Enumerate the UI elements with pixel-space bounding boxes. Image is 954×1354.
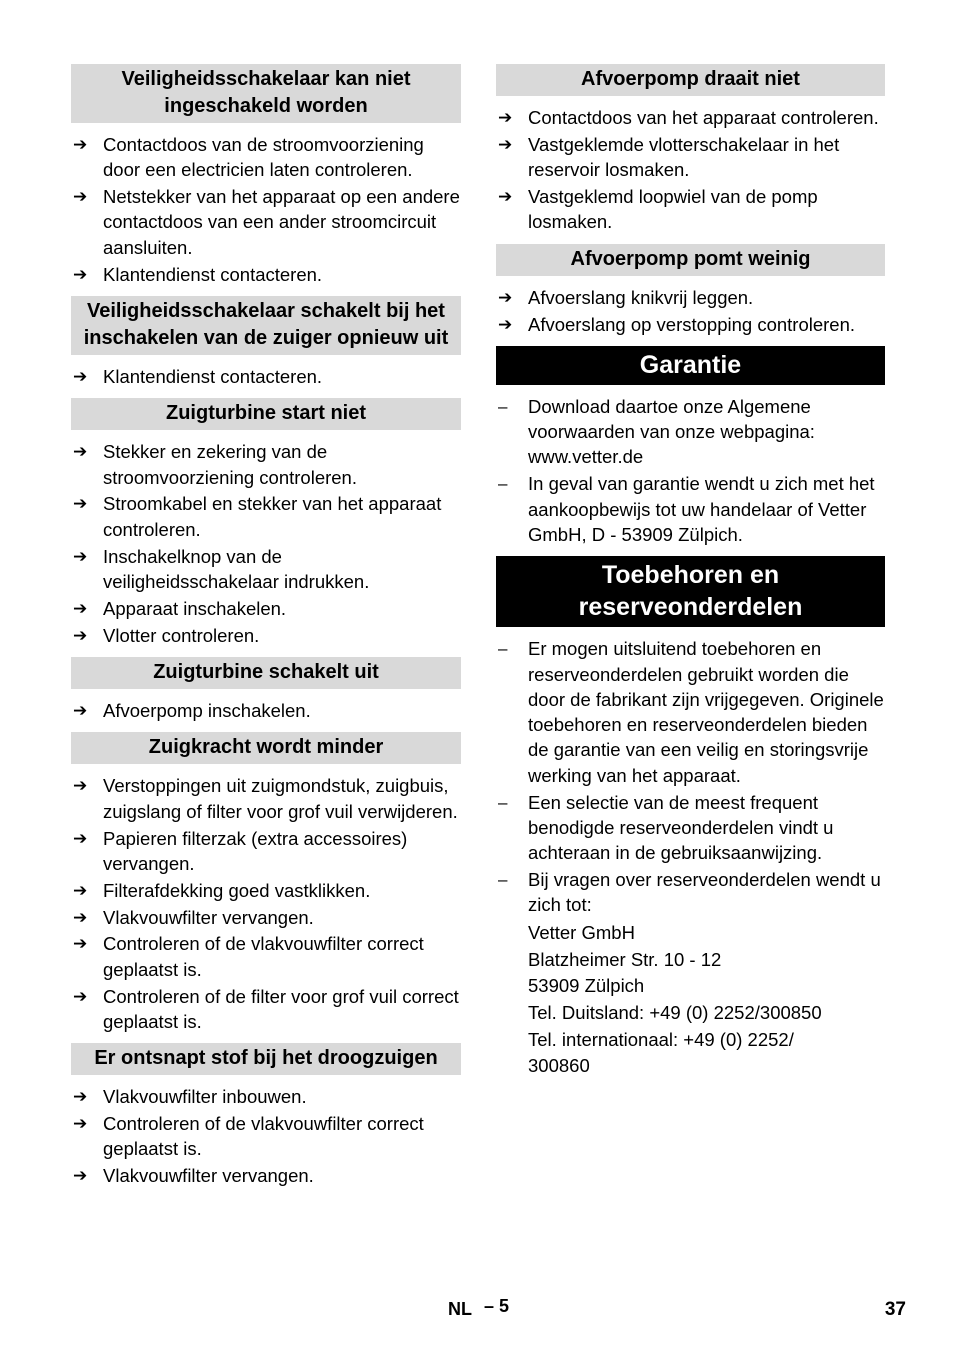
list-item: ➔ Verstoppingen uit zuigmondstuk, zuigbuis, zuigslang of filter voor grof vuil verwijderen. [73, 775, 458, 822]
list-item: ➔ Afvoerpomp inschakelen. [71, 698, 461, 723]
arrow-right-icon: ➔ [73, 442, 88, 462]
dash-bullet-icon: – [498, 792, 508, 812]
section-heading: Afvoerpomp draait niet [496, 64, 885, 96]
bullet-list [496, 285, 885, 337]
footer-section-page: – 5 [484, 1296, 510, 1316]
address-line: 53909 Zülpich [528, 975, 645, 997]
list-item: ➔ Stekker en zekering van de stroomvoorziening controleren. [73, 441, 357, 488]
arrow-right-icon: ➔ [498, 187, 513, 207]
list-item: ➔ Netstekker van het apparaat op een andere contactdoos van een ander stroomcircuit aansluiten. [73, 186, 460, 258]
section-heading: Zuigturbine schakelt uit [71, 657, 461, 689]
dash-bullet-icon: – [498, 474, 508, 494]
list-item: ➔ Vastgeklemde vlotterschakelaar in het reservoir losmaken. [498, 133, 840, 181]
arrow-right-icon: ➔ [498, 134, 513, 154]
list-item: ➔ Contactdoos van het apparaat controleren. [496, 105, 885, 130]
list-item: ➔ Controleren of de vlakvouwfilter correct geplaatst is. [73, 933, 424, 980]
bullet-list [71, 132, 461, 287]
arrow-right-icon: ➔ [73, 907, 88, 927]
right-column [496, 64, 885, 1079]
list-item: – Een selectie van de meest frequent benodigde reserveonderdelen vindt u achteraan in de gebruiksaanwijzing. [498, 791, 834, 864]
chapter-heading-toebehoren: Toebehoren en reserveonderdelen [496, 556, 885, 627]
arrow-right-icon: ➔ [73, 828, 88, 848]
section-heading: Zuigkracht wordt minder [71, 732, 461, 764]
arrow-right-icon: ➔ [73, 494, 88, 514]
list-item: ➔ Contactdoos van de stroomvoorziening door een electricien laten controleren. [73, 134, 424, 181]
list-item: ➔ Klantendienst contacteren. [71, 262, 461, 287]
arrow-right-icon: ➔ [73, 1166, 88, 1186]
bullet-list [71, 698, 461, 723]
address-block [496, 920, 885, 1078]
list-item: ➔ Vlakvouwfilter inbouwen. [71, 1084, 461, 1109]
bullet-list [71, 439, 461, 648]
list-item: – Er mogen uitsluitend toebehoren en reserveonderdelen gebruikt worden die door de fabrikant zijn vrijgegeven. Originele toebehoren en reserveonderdelen bieden de garantie van een veilig en storingsvrije werking van het apparaat. [498, 638, 884, 786]
list-item: ➔ Klantendienst contacteren. [71, 364, 461, 389]
list-item: ➔ Afvoerslang op verstopping controleren. [496, 312, 885, 337]
arrow-right-icon: ➔ [73, 1114, 88, 1134]
arrow-right-icon: ➔ [498, 314, 513, 334]
list-item: – In geval van garantie wendt u zich met het aankoopbewijs tot uw handelaar of Vetter GmbH, D - 53909 Zülpich. [498, 473, 875, 545]
arrow-right-icon: ➔ [73, 366, 88, 386]
arrow-right-icon: ➔ [73, 625, 88, 645]
arrow-right-icon: ➔ [73, 880, 88, 900]
list-item: ➔ Vastgeklemd loopwiel van de pomp losmaken. [498, 186, 818, 233]
arrow-right-icon: ➔ [498, 108, 513, 127]
address-line: Tel. Duitsland: +49 (0) 2252/300850 [528, 1002, 822, 1024]
arrow-right-icon: ➔ [73, 934, 88, 954]
bullet-list [71, 364, 461, 389]
section-heading: Er ontsnapt stof bij het droogzuigen [71, 1043, 461, 1075]
list-item: ➔ Stroomkabel en stekker van het apparaat controleren. [73, 493, 442, 540]
list-item: ➔ Inschakelknop van de veiligheidsschakelaar indrukken. [73, 545, 370, 592]
arrow-right-icon: ➔ [73, 1087, 88, 1107]
section-heading: Veiligheidsschakelaar kan niet ingeschakeld worden [71, 64, 461, 123]
footer-language: NL [448, 1299, 472, 1319]
arrow-right-icon: ➔ [73, 986, 88, 1006]
arrow-right-icon: ➔ [73, 776, 88, 796]
arrow-right-icon: ➔ [73, 264, 88, 284]
dash-bullet-icon: – [498, 870, 508, 890]
list-item: ➔ Apparaat inschakelen. [71, 596, 461, 621]
list-item: ➔ Afvoerslang knikvrij leggen. [496, 285, 885, 310]
address-line: Blatzheimer Str. 10 - 12 [528, 948, 722, 970]
arrow-right-icon: ➔ [73, 135, 88, 154]
chapter-heading-garantie: Garantie [496, 346, 885, 385]
bullet-list [71, 1084, 461, 1188]
arrow-right-icon: ➔ [73, 546, 88, 566]
section-heading: Afvoerpomp pomt weinig [496, 244, 885, 276]
dash-list [496, 636, 885, 917]
section-heading: Veiligheidsschakelaar schakelt bij het inschakelen van de zuiger opnieuw uit [71, 296, 461, 355]
list-item: ➔ Filterafdekking goed vastklikken. [71, 878, 461, 903]
bullet-list [496, 105, 885, 235]
list-item: ➔ Papieren filterzak (extra accessoires) vervangen. [73, 827, 408, 874]
list-item: ➔ Controleren of de filter voor grof vuil correct geplaatst is. [73, 985, 459, 1032]
arrow-right-icon: ➔ [73, 187, 88, 207]
dash-bullet-icon: – [498, 639, 508, 659]
left-column [71, 64, 461, 1198]
section-heading: Zuigturbine start niet [71, 398, 461, 430]
address-line: Vetter GmbH [528, 921, 635, 943]
list-item: – Download daartoe onze Algemene voorwaarden van onze webpagina: www.vetter.de [498, 395, 815, 468]
list-item: ➔ Vlakvouwfilter vervangen. [71, 1163, 461, 1188]
page-number: 37 [884, 1299, 906, 1320]
list-item: ➔ Controleren of de vlakvouwfilter correct geplaatst is. [73, 1113, 424, 1160]
dash-bullet-icon: – [498, 396, 508, 416]
list-item: ➔ Vlotter controleren. [71, 623, 461, 648]
arrow-right-icon: ➔ [498, 287, 513, 307]
address-line: Tel. internationaal: +49 (0) 2252/ 300860 [528, 1029, 794, 1076]
arrow-right-icon: ➔ [73, 598, 88, 618]
list-item: – Bij vragen over reserveonderdelen wendt u zich tot: [498, 869, 881, 916]
bullet-list [71, 773, 461, 1034]
dash-list [496, 394, 885, 547]
list-item: ➔ Vlakvouwfilter vervangen. [71, 905, 461, 930]
arrow-right-icon: ➔ [73, 701, 88, 721]
